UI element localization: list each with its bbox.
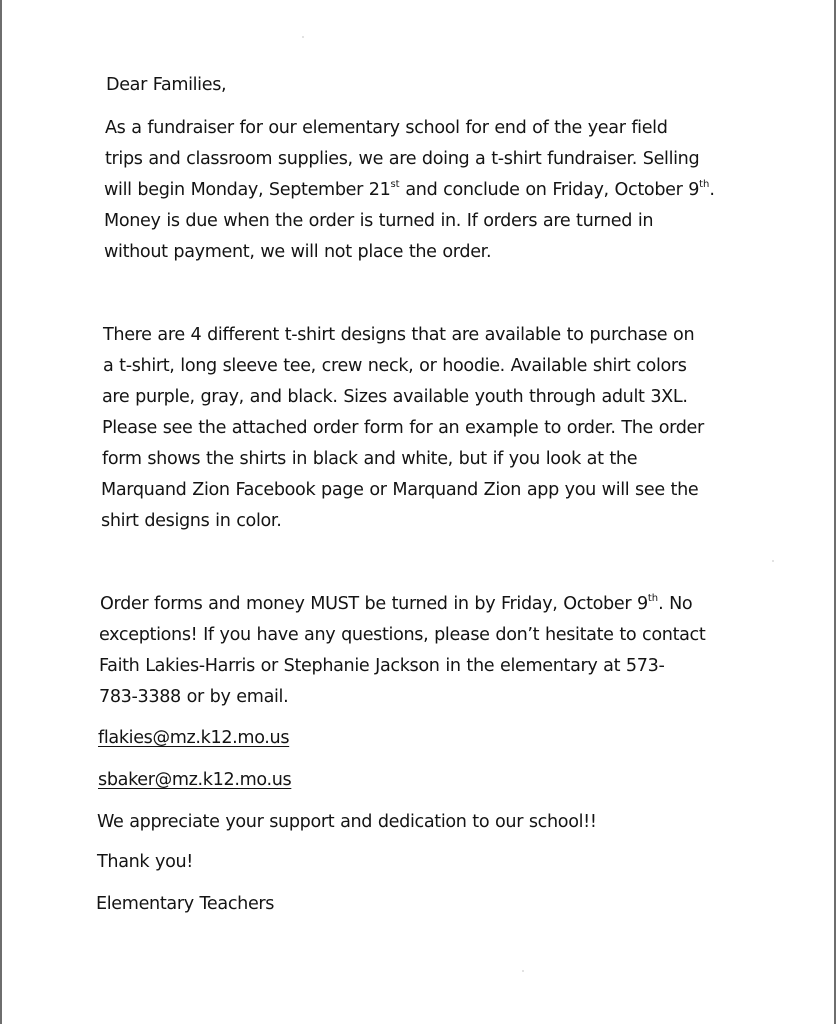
paragraph-1-line-4: Money is due when the order is turned in. If orders are turned in xyxy=(104,211,654,231)
appreciation-text: We appreciate your support and dedication to our school!! xyxy=(97,812,597,832)
paragraph-3-line-1-part-2: . No xyxy=(658,594,693,614)
ordinal-suffix-st: st xyxy=(390,179,400,191)
paragraph-1-line-5: without payment, we will not place the order. xyxy=(104,242,492,262)
ordinal-suffix-th-2: th xyxy=(647,593,659,605)
paragraph-2-line-1: There are 4 different t-shirt designs that are available to purchase on xyxy=(103,325,695,345)
thanks-text: Thank you! xyxy=(97,852,193,872)
ordinal-suffix-th: th xyxy=(699,179,710,191)
paragraph-1-line-3-part-3: . xyxy=(709,180,715,200)
paragraph-2-line-2: a t-shirt, long sleeve tee, crew neck, or hoodie. Available shirt colors xyxy=(103,356,687,376)
greeting: Dear Families, xyxy=(106,75,227,95)
paragraph-1-line-1: As a fundraiser for our elementary school for end of the year field xyxy=(105,118,668,138)
scan-speck xyxy=(772,560,774,562)
paragraph-2-line-6: Marquand Zion Facebook page or Marquand Zion app you will see the xyxy=(101,480,699,500)
scan-speck xyxy=(522,970,524,972)
paragraph-3-line-4: 783-3388 or by email. xyxy=(99,687,289,707)
paragraph-1-line-3 xyxy=(104,179,715,201)
email-link-sbaker[interactable]: sbaker@mz.k12.mo.us xyxy=(98,770,292,790)
paragraph-1-line-3-part-1: will begin Monday, September 21 xyxy=(104,180,391,200)
email-link-flakies[interactable]: flakies@mz.k12.mo.us xyxy=(98,728,290,748)
paragraph-3-line-2: exceptions! If you have any questions, please don’t hesitate to contact xyxy=(99,625,706,645)
paragraph-2-line-7: shirt designs in color. xyxy=(101,511,282,531)
paragraph-2-line-5: form shows the shirts in black and white, but if you look at the xyxy=(102,449,638,469)
paragraph-3-line-1-part-1: Order forms and money MUST be turned in by Friday, October 9 xyxy=(100,594,648,614)
paragraph-2-line-4: Please see the attached order form for an example to order. The order xyxy=(102,418,704,438)
paragraph-1-line-3-part-2: and conclude on Friday, October 9 xyxy=(399,180,700,200)
signature: Elementary Teachers xyxy=(96,894,275,914)
paragraph-3-line-1 xyxy=(100,593,692,615)
paragraph-2-line-3: are purple, gray, and black. Sizes available youth through adult 3XL. xyxy=(102,387,688,407)
paragraph-3-line-3: Faith Lakies-Harris or Stephanie Jackson in the elementary at 573- xyxy=(99,656,665,676)
paragraph-1-line-2: trips and classroom supplies, we are doing a t-shirt fundraiser. Selling xyxy=(105,149,700,169)
scan-speck xyxy=(302,36,304,38)
